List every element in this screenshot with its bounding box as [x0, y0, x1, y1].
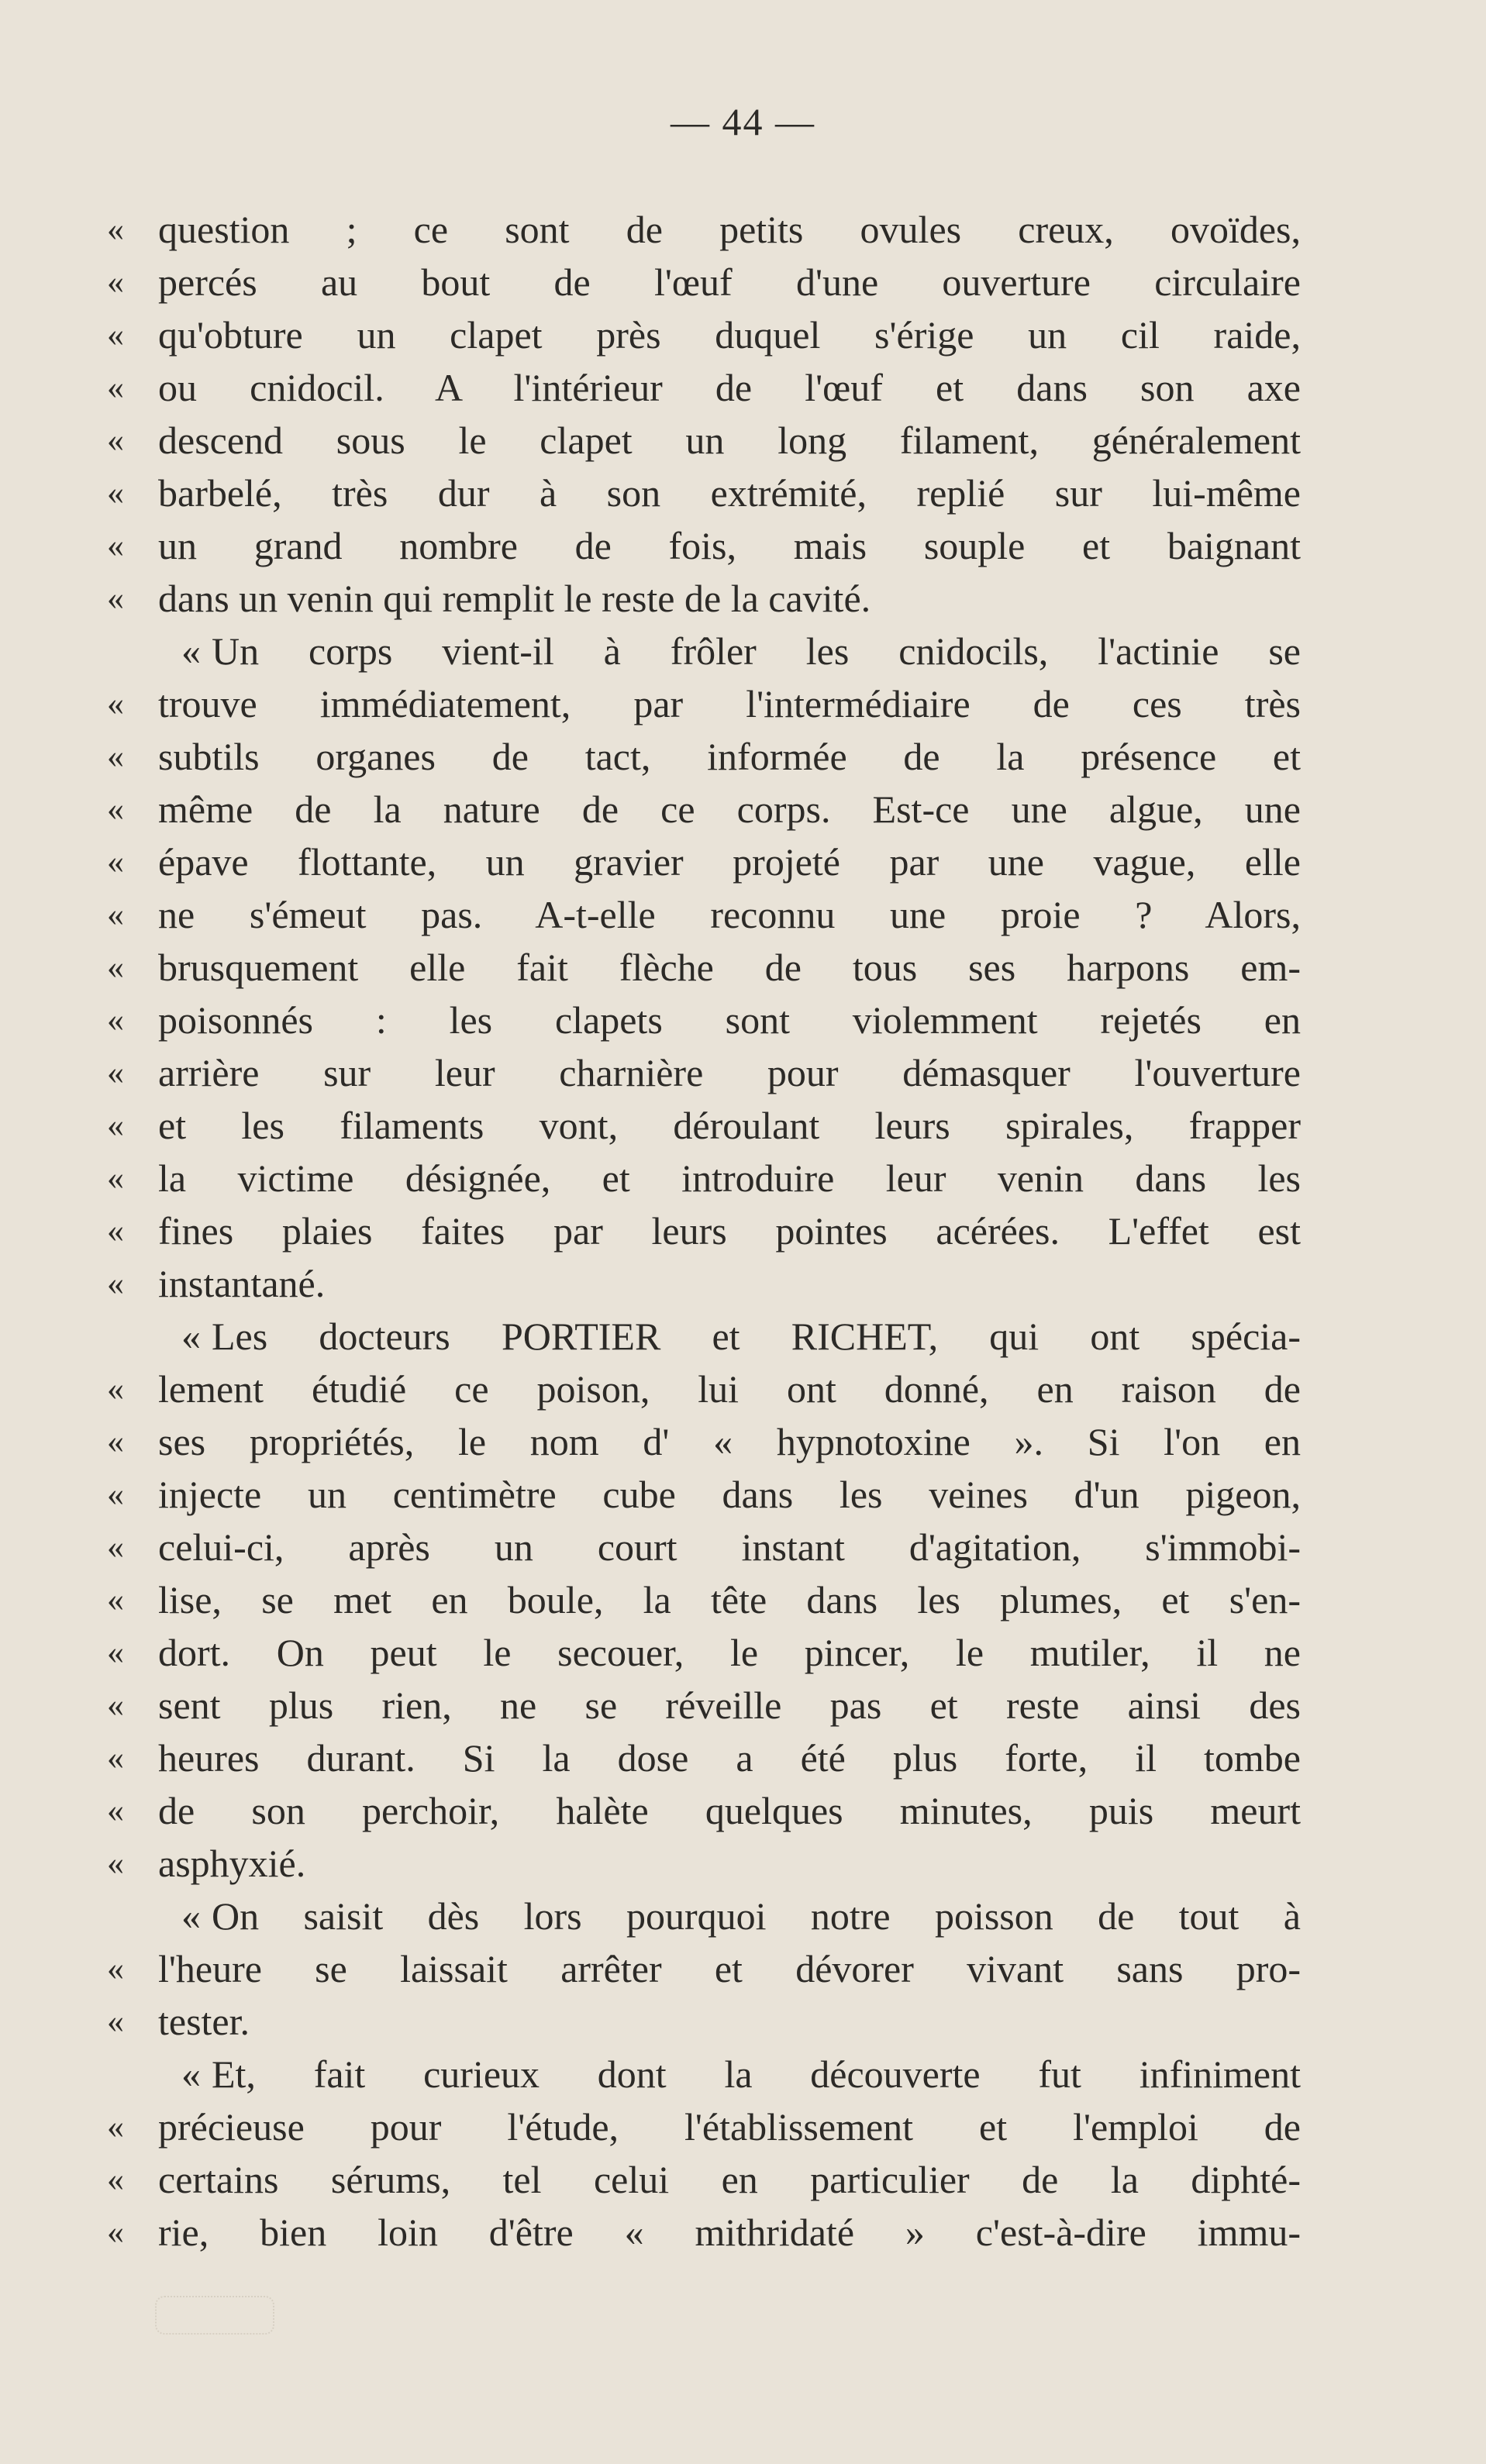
line-text — [158, 467, 1301, 519]
margin-guillemet: « — [107, 1264, 124, 1302]
line-words: et les filaments vont, déroulant leurs spirales, frapper — [158, 1104, 1301, 1147]
line-words: même de la nature de ce corps. Est-ce une algue, une — [158, 787, 1301, 831]
line-text — [158, 572, 1301, 625]
line-words: la victime désignée, et introduire leur venin dans les — [158, 1156, 1301, 1200]
line-words: ne s'émeut pas. A-t-elle reconnu une proie ? Alors, — [158, 893, 1301, 936]
line-words: dans un venin qui remplit le reste de la cavité. — [158, 577, 871, 620]
text-line — [107, 836, 1301, 888]
line-words: percés au bout de l'œuf d'une ouverture circulaire — [158, 260, 1301, 304]
line-text — [158, 1257, 1301, 1310]
margin-guillemet: « — [107, 737, 124, 775]
line-text — [158, 1046, 1301, 1099]
opening-guillemet: « — [181, 629, 201, 673]
line-words: l'heure se laissait arrêter et dévorer vivant sans pro- — [158, 1947, 1301, 1990]
line-words: subtils organes de tact, informée de la présence et — [158, 735, 1301, 778]
text-line — [107, 1679, 1301, 1732]
opening-guillemet: « — [181, 2052, 201, 2096]
line-text — [181, 1310, 1301, 1363]
text-line — [107, 2206, 1301, 2259]
line-words: injecte un centimètre cube dans les veines d'un pigeon, — [158, 1473, 1301, 1516]
margin-guillemet: « — [107, 2160, 124, 2198]
text-line — [107, 677, 1301, 730]
line-words: dort. On peut le secouer, le pincer, le mutiler, il ne — [158, 1631, 1301, 1674]
text-line — [107, 414, 1301, 467]
line-text — [158, 1995, 1301, 2048]
text-line — [107, 1521, 1301, 1573]
text-line — [107, 1152, 1301, 1204]
line-words: qu'obture un clapet près duquel s'érige un cil raide, — [158, 313, 1301, 357]
margin-guillemet: « — [107, 1001, 124, 1039]
text-line — [107, 1204, 1301, 1257]
text-line — [107, 941, 1301, 994]
margin-guillemet: « — [107, 1528, 124, 1566]
line-words: trouve immédiatement, par l'intermédiaire de ces très — [158, 682, 1301, 725]
line-text — [158, 1152, 1301, 1204]
line-words: ou cnidocil. A l'intérieur de l'œuf et dans son axe — [158, 366, 1301, 409]
text-line — [107, 783, 1301, 836]
line-words: certains sérums, tel celui en particulier de la diphté- — [158, 2158, 1301, 2201]
line-text — [158, 1415, 1301, 1468]
text-line — [107, 625, 1301, 677]
line-text — [158, 941, 1301, 994]
line-words: ses propriétés, le nom d' « hypnotoxine ». Si l'on en — [158, 1420, 1301, 1463]
margin-guillemet: « — [107, 1211, 124, 1249]
text-line — [107, 1046, 1301, 1099]
line-text — [158, 1837, 1301, 1890]
margin-guillemet: « — [107, 210, 124, 248]
page-number: — 44 — — [671, 100, 815, 143]
margin-guillemet: « — [107, 1159, 124, 1197]
line-text — [181, 2048, 1301, 2100]
margin-guillemet: « — [107, 1475, 124, 1513]
text-line — [107, 2048, 1301, 2100]
margin-guillemet: « — [107, 421, 124, 459]
text-line — [107, 1468, 1301, 1521]
margin-guillemet: « — [107, 684, 124, 722]
line-words: arrière sur leur charnière pour démasquer l'ouverture — [158, 1051, 1301, 1094]
line-words: descend sous le clapet un long filament, généralement — [158, 419, 1301, 462]
line-text — [158, 414, 1301, 467]
line-text — [158, 677, 1301, 730]
line-text — [158, 1732, 1301, 1784]
text-line — [107, 519, 1301, 572]
line-text — [181, 625, 1301, 677]
line-text — [158, 1573, 1301, 1626]
text-line — [107, 361, 1301, 414]
line-text — [158, 203, 1301, 256]
line-text — [158, 836, 1301, 888]
line-text — [158, 730, 1301, 783]
margin-guillemet: « — [107, 1422, 124, 1460]
line-text — [158, 1099, 1301, 1152]
body-text — [107, 203, 1301, 2259]
line-words: précieuse pour l'étude, l'établissement et l'emploi de — [158, 2105, 1301, 2149]
line-text — [158, 256, 1301, 308]
margin-guillemet: « — [107, 579, 124, 617]
line-words: poisonnés : les clapets sont violemment rejetés en — [158, 998, 1301, 1042]
margin-guillemet: « — [107, 790, 124, 828]
margin-guillemet: « — [107, 526, 124, 564]
line-words: Un corps vient-il à frôler les cnidocils, l'actinie se — [212, 629, 1301, 673]
line-words: brusquement elle fait flèche de tous ses harpons em- — [158, 946, 1301, 989]
text-line — [107, 1310, 1301, 1363]
margin-guillemet: « — [107, 1791, 124, 1829]
margin-guillemet: « — [107, 1633, 124, 1671]
text-line — [107, 467, 1301, 519]
margin-guillemet: « — [107, 895, 124, 933]
library-stamp — [155, 2296, 274, 2335]
text-line — [107, 888, 1301, 941]
line-text — [158, 994, 1301, 1046]
text-line — [107, 1942, 1301, 1995]
line-text — [158, 1626, 1301, 1679]
line-words: rie, bien loin d'être « mithridaté » c'est-à-dire immu- — [158, 2211, 1301, 2254]
margin-guillemet: « — [107, 2213, 124, 2251]
text-line — [107, 1995, 1301, 2048]
line-words: Et, fait curieux dont la découverte fut infiniment — [212, 2052, 1301, 2096]
margin-guillemet: « — [107, 1106, 124, 1144]
line-words: asphyxié. — [158, 1842, 306, 1885]
text-line — [107, 1837, 1301, 1890]
text-line — [107, 1099, 1301, 1152]
margin-guillemet: « — [107, 368, 124, 406]
text-line — [107, 203, 1301, 256]
text-line — [107, 1732, 1301, 1784]
text-line — [107, 1890, 1301, 1942]
line-words: barbelé, très dur à son extrémité, replié sur lui-même — [158, 471, 1301, 515]
line-words: un grand nombre de fois, mais souple et baignant — [158, 524, 1301, 567]
line-words: de son perchoir, halète quelques minutes, puis meurt — [158, 1789, 1301, 1832]
text-line — [107, 1415, 1301, 1468]
line-text — [158, 1679, 1301, 1732]
line-text — [158, 2206, 1301, 2259]
line-words: sent plus rien, ne se réveille pas et reste ainsi des — [158, 1683, 1301, 1727]
margin-guillemet: « — [107, 1949, 124, 1987]
line-text — [158, 1784, 1301, 1837]
margin-guillemet: « — [107, 2107, 124, 2145]
opening-guillemet: « — [181, 1315, 201, 1358]
line-words: épave flottante, un gravier projeté par une vague, elle — [158, 840, 1301, 884]
text-line — [107, 1626, 1301, 1679]
margin-guillemet: « — [107, 1580, 124, 1618]
line-text — [158, 1204, 1301, 1257]
text-line — [107, 1257, 1301, 1310]
text-line — [107, 1573, 1301, 1626]
line-text — [158, 2153, 1301, 2206]
text-line — [107, 1363, 1301, 1415]
line-text — [158, 888, 1301, 941]
line-words: Les docteurs PORTIER et RICHET, qui ont spécia- — [212, 1315, 1301, 1358]
line-words: tester. — [158, 2000, 250, 2043]
line-text — [158, 308, 1301, 361]
margin-guillemet: « — [107, 1053, 124, 1091]
line-text — [158, 519, 1301, 572]
line-words: fines plaies faites par leurs pointes acérées. L'effet est — [158, 1209, 1301, 1253]
text-line — [107, 994, 1301, 1046]
line-text — [158, 1942, 1301, 1995]
margin-guillemet: « — [107, 843, 124, 880]
margin-guillemet: « — [107, 263, 124, 301]
margin-guillemet: « — [107, 1370, 124, 1408]
text-line — [107, 2153, 1301, 2206]
text-line — [107, 256, 1301, 308]
text-line — [107, 1784, 1301, 1837]
line-words: heures durant. Si la dose a été plus forte, il tombe — [158, 1736, 1301, 1780]
line-text — [158, 361, 1301, 414]
margin-guillemet: « — [107, 315, 124, 353]
line-words: instantané. — [158, 1262, 326, 1305]
line-text — [158, 783, 1301, 836]
text-line — [107, 572, 1301, 625]
line-words: question ; ce sont de petits ovules creux, ovoïdes, — [158, 208, 1301, 251]
opening-guillemet: « — [181, 1894, 201, 1938]
line-text — [158, 1521, 1301, 1573]
line-words: On saisit dès lors pourquoi notre poisson de tout à — [212, 1894, 1301, 1938]
margin-guillemet: « — [107, 948, 124, 986]
line-words: lise, se met en boule, la tête dans les plumes, et s'en- — [158, 1578, 1301, 1621]
text-line — [107, 730, 1301, 783]
margin-guillemet: « — [107, 474, 124, 512]
margin-guillemet: « — [107, 1686, 124, 1724]
line-words: lement étudié ce poison, lui ont donné, en raison de — [158, 1367, 1301, 1411]
line-text — [158, 1468, 1301, 1521]
text-line — [107, 2100, 1301, 2153]
margin-guillemet: « — [107, 2002, 124, 2040]
margin-guillemet: « — [107, 1844, 124, 1882]
line-text — [158, 1363, 1301, 1415]
margin-guillemet: « — [107, 1739, 124, 1776]
text-line — [107, 308, 1301, 361]
line-words: celui-ci, après un court instant d'agitation, s'immobi- — [158, 1525, 1301, 1569]
line-text — [181, 1890, 1301, 1942]
line-text — [158, 2100, 1301, 2153]
